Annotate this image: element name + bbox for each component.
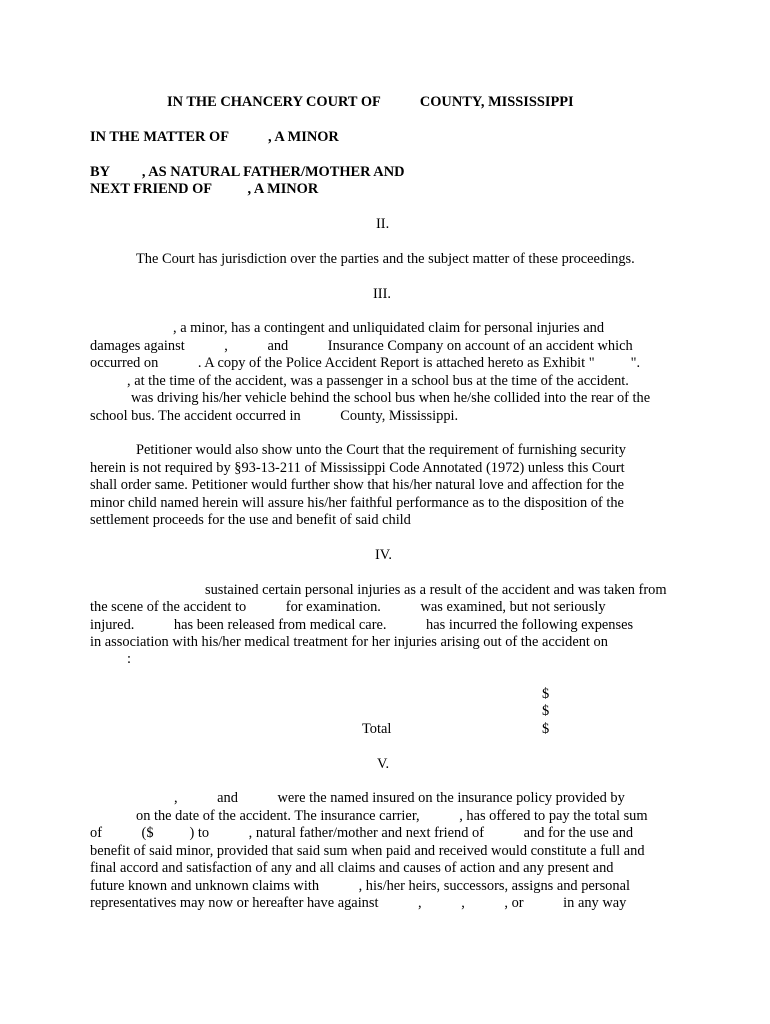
security-line: minor child named herein will assure his/her faithful performance as to the disposition of the: [90, 495, 624, 511]
settlement-line: benefit of said minor, provided that said sum when paid and received would constitute a full and: [90, 843, 645, 859]
petitioner-caption-line-1: BY , AS NATURAL FATHER/MOTHER AND: [90, 164, 405, 180]
security-line: Petitioner would also show unto the Court that the requirement of furnishing security: [136, 442, 626, 458]
section-heading-iv: IV.: [375, 547, 392, 563]
expense-dollar-sign: $: [542, 686, 550, 702]
expense-dollar-sign: $: [542, 703, 550, 719]
court-caption: IN THE CHANCERY COURT OF COUNTY, MISSISSIPPI: [167, 94, 574, 110]
settlement-line: final accord and satisfaction of any and all claims and causes of action and any present and: [90, 860, 614, 876]
settlement-line: future known and unknown claims with , his/her heirs, successors, assigns and personal: [90, 878, 630, 894]
settlement-line: representatives may now or hereafter have against , , , or in any way: [90, 895, 627, 911]
claim-line: school bus. The accident occurred in County, Mississippi.: [90, 408, 459, 424]
claim-line: , a minor, has a contingent and unliquidated claim for personal injuries and: [173, 320, 605, 336]
expense-total-label: Total: [362, 721, 392, 737]
expense-dollar-sign: $: [542, 721, 550, 737]
security-line: settlement proceeds for the use and benefit of said child: [90, 512, 411, 528]
claim-line: was driving his/her vehicle behind the school bus when he/she collided into the rear of the: [131, 390, 651, 406]
settlement-line: of ($ ) to , natural father/mother and next friend of and for the use and: [90, 825, 634, 841]
injury-line: injured. has been released from medical care. has incurred the following expenses: [90, 617, 634, 633]
petitioner-caption-line-2: NEXT FRIEND OF , A MINOR: [90, 181, 319, 197]
injury-line: in association with his/her medical treatment for her injuries arising out of the accident on: [90, 634, 608, 650]
section-heading-ii: II.: [376, 216, 390, 232]
jurisdiction-text: The Court has jurisdiction over the parties and the subject matter of these proceedings.: [136, 251, 635, 267]
injury-line: :: [127, 651, 131, 667]
settlement-line: , and were the named insured on the insurance policy provided by: [174, 790, 625, 806]
security-line: shall order same. Petitioner would further show that his/her natural love and affection for the: [90, 477, 625, 493]
settlement-line: on the date of the accident. The insurance carrier, , has offered to pay the total sum: [136, 808, 648, 824]
section-heading-iii: III.: [373, 286, 391, 302]
injury-line: the scene of the accident to for examination. was examined, but not seriously: [90, 599, 606, 615]
section-heading-v: V.: [377, 756, 390, 772]
security-line: herein is not required by §93-13-211 of Mississippi Code Annotated (1972) unless this Court: [90, 460, 625, 476]
matter-caption: IN THE MATTER OF , A MINOR: [90, 129, 339, 145]
claim-line: , at the time of the accident, was a passenger in a school bus at the time of the accident.: [127, 373, 629, 389]
injury-line: sustained certain personal injuries as a result of the accident and was taken from: [205, 582, 667, 598]
claim-line: occurred on . A copy of the Police Accident Report is attached hereto as Exhibit " ".: [90, 355, 641, 371]
claim-line: damages against , and Insurance Company on account of an accident which: [90, 338, 633, 354]
